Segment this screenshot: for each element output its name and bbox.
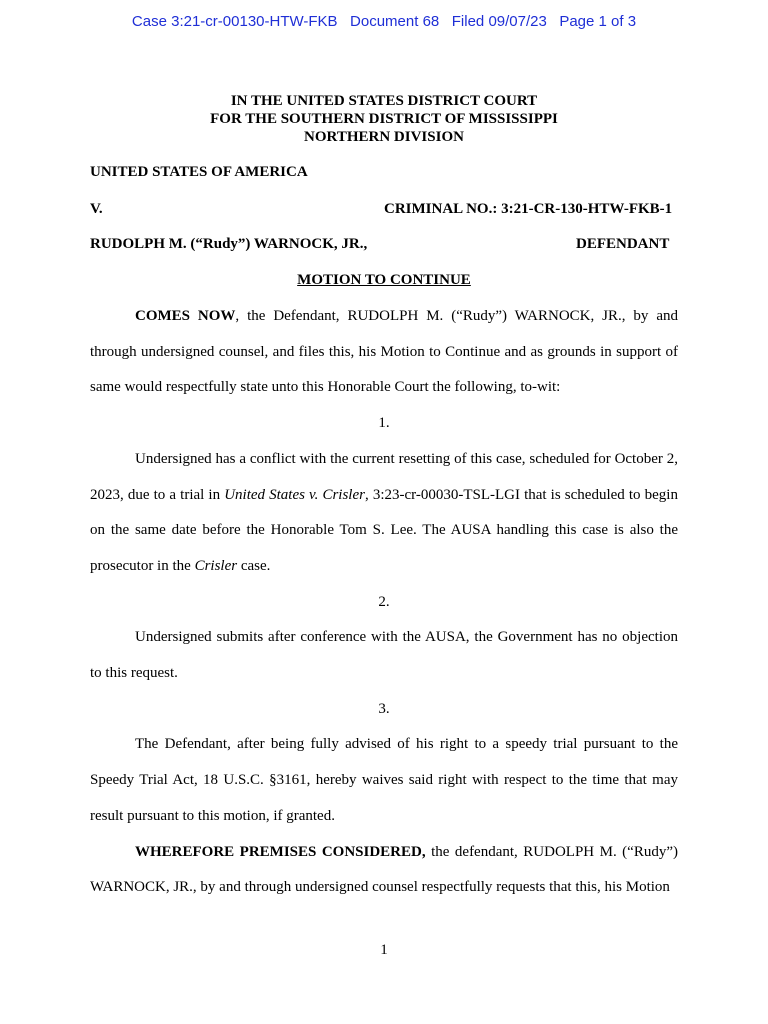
section-2-paragraph: Undersigned submits after conference with the AUSA, the Government has no objection to this request. <box>90 629 678 682</box>
intro-text: , the Defendant, RUDOLPH M. (“Rudy”) WARNOCK, JR., by and through undersigned counsel, and files this, his Motion to Continue and as grounds in support of same would respectfully state unto this Honorable Court the following, to-wit: <box>90 308 678 396</box>
section-number-1: 1. <box>378 415 390 432</box>
intro-paragraph <box>90 299 678 406</box>
wherefore-paragraph <box>90 835 678 906</box>
section-1-text-c: case. <box>237 557 271 574</box>
section-1-case-short: Crisler <box>194 557 238 574</box>
motion-title: MOTION TO CONTINUE <box>297 272 471 288</box>
wherefore-text: the defendant, RUDOLPH M. (“Rudy”) WARNOCK, JR., by and through undersigned counsel respectfully requests that this, his Motion <box>90 843 678 896</box>
ecf-filing-header: Case 3:21-cr-00130-HTW-FKB Document 68 Filed 09/07/23 Page 1 of 3 <box>131 13 637 30</box>
intro-lead: COMES NOW <box>135 308 236 324</box>
court-line-3: NORTHERN DIVISION <box>304 129 464 145</box>
caption-criminal-number: CRIMINAL NO.: 3:21-CR-130-HTW-FKB-1 <box>384 201 673 217</box>
section-1-text-b: , 3:23-cr-00030-TSL-LGI that is scheduled to begin on the same date before the Honorable Tom S. Lee. The AUSA handling this case is also the prosecutor in the <box>90 486 678 574</box>
motion-body <box>90 299 678 906</box>
page-number: 1 <box>380 942 388 958</box>
section-3-paragraph: The Defendant, after being fully advised of his right to a speedy trial pursuant to the Speedy Trial Act, 18 U.S.C. §3161, hereby waives said right with respect to the time that may result pursuant to this motion, if granted. <box>90 736 678 824</box>
caption-plaintiff: UNITED STATES OF AMERICA <box>90 164 308 180</box>
section-1-paragraph <box>90 442 678 585</box>
section-1-text-a: Undersigned has a conflict with the current resetting of this case, scheduled for October 2, 2023, due to a trial in <box>90 450 678 503</box>
section-1-case-name: United States v. Crisler <box>224 486 365 503</box>
section-number-2: 2. <box>378 593 390 610</box>
caption-versus: V. <box>90 201 103 217</box>
court-heading <box>0 92 768 146</box>
caption-defendant-label: DEFENDANT <box>576 236 670 252</box>
section-number-3: 3. <box>378 700 390 717</box>
caption-defendant-name: RUDOLPH M. (“Rudy”) WARNOCK, JR., <box>90 236 368 252</box>
court-line-1: IN THE UNITED STATES DISTRICT COURT <box>230 93 538 109</box>
court-line-2: FOR THE SOUTHERN DISTRICT OF MISSISSIPPI <box>210 111 558 127</box>
wherefore-lead: WHEREFORE PREMISES CONSIDERED, <box>135 843 426 860</box>
